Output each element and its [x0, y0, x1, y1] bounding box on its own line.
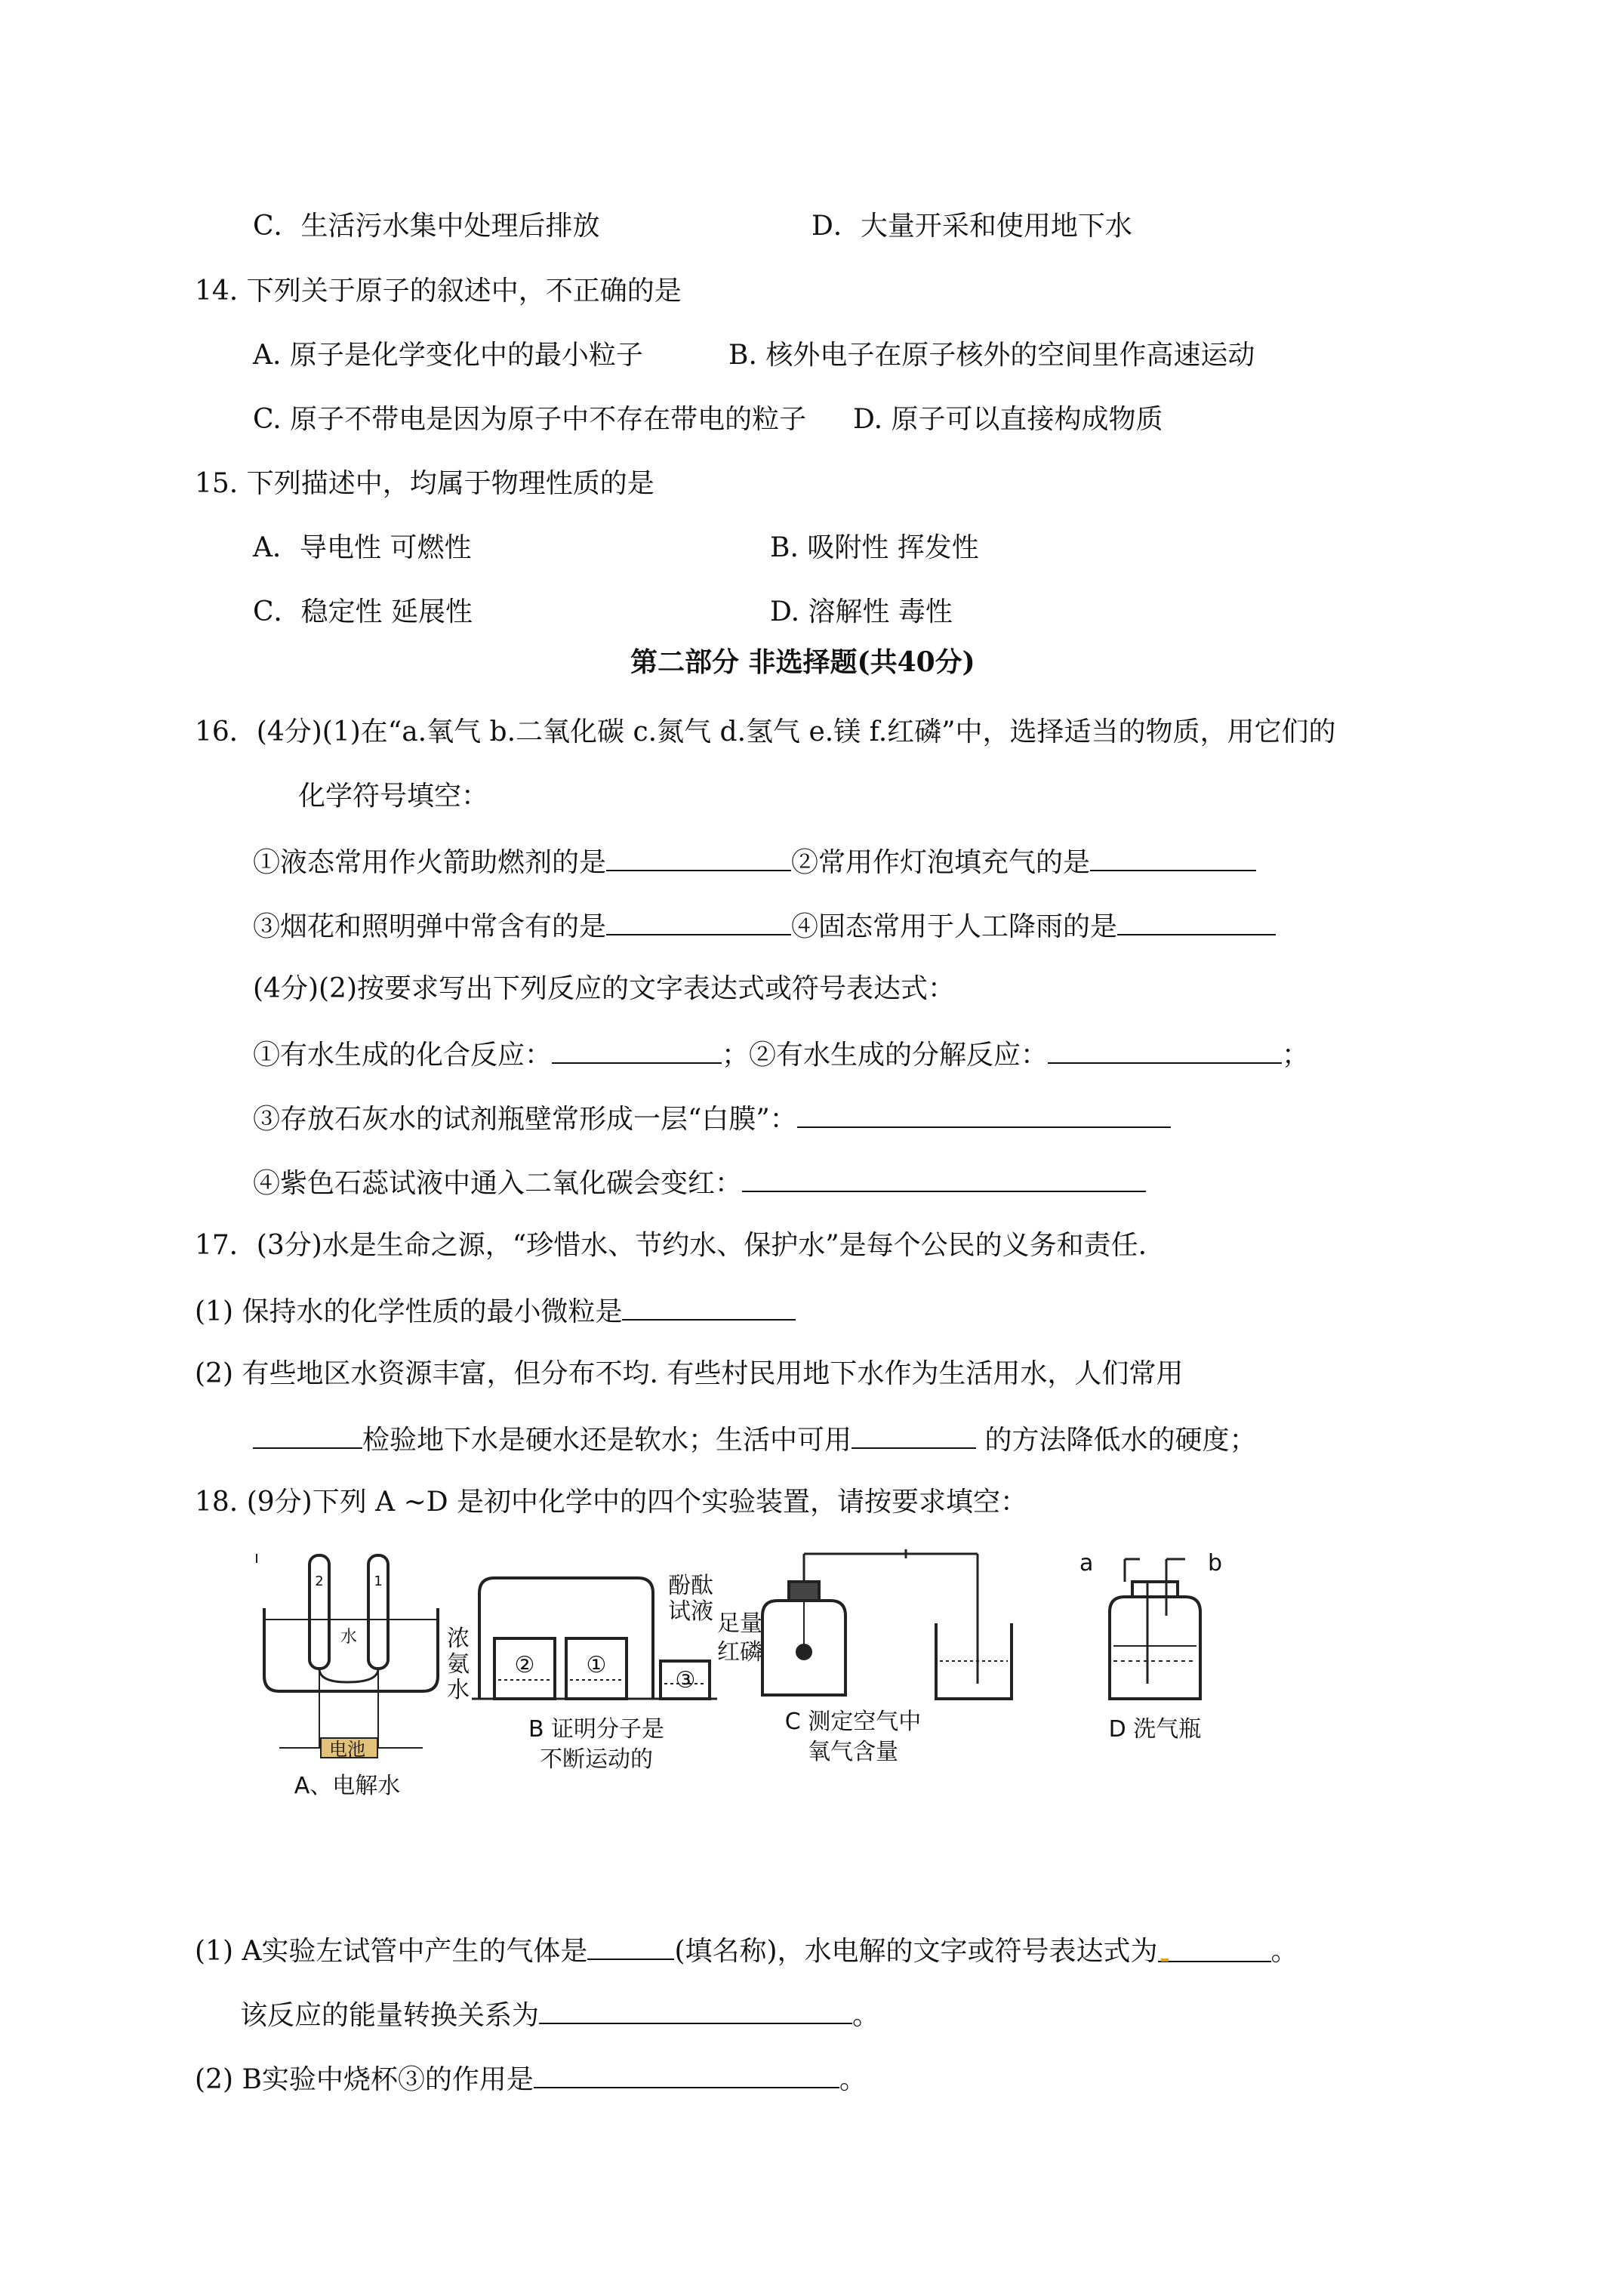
- a-battery-label: 电池: [329, 1739, 365, 1760]
- b-beaker-2: ②: [514, 1652, 535, 1678]
- a-caption: A、电解水: [294, 1773, 401, 1799]
- c-label-2: 红磷: [717, 1639, 762, 1666]
- answer-blank[interactable]: [797, 1101, 1171, 1128]
- answer-blank[interactable]: [552, 1037, 722, 1064]
- answer-blank[interactable]: [539, 1997, 852, 2024]
- q18-sub-1: (1) A实验左试管中产生的气体是 (填名称)，水电解的文字或符号表达式为 。: [195, 1933, 1298, 1968]
- q16-reaction-4: ④紫色石蕊试液中通入二氧化碳会变红：: [253, 1165, 1146, 1200]
- q13-option-c: C．生活污水集中处理后排放: [253, 211, 600, 242]
- q18-sub-2: (2) B实验中烧杯③的作用是 。: [195, 2061, 867, 2097]
- a-tube-label-1: 1: [374, 1573, 383, 1589]
- q15-option-c: C．稳定性 延展性: [253, 596, 473, 627]
- a-tube-label-2: 2: [315, 1573, 324, 1589]
- q14-option-d: D. 原子可以直接构成物质: [853, 404, 1163, 435]
- answer-blank[interactable]: [742, 1165, 1146, 1192]
- q13-option-d: D．大量开采和使用地下水: [812, 211, 1132, 242]
- q18-sub-1-cont: 该反应的能量转换关系为 。: [240, 1997, 879, 2032]
- q14-stem: 14. 下列关于原子的叙述中，不正确的是: [195, 276, 682, 307]
- b-ammonia-label-1: 浓: [447, 1626, 470, 1652]
- q16-stem-cont: 化学符号填空：: [298, 781, 489, 812]
- answer-blank[interactable]: [852, 1422, 976, 1449]
- b-caption-2: 不断运动的: [540, 1746, 653, 1773]
- b-ammonia-label-2: 氨: [447, 1651, 470, 1678]
- q16-reaction-3: ③存放石灰水的试剂瓶壁常形成一层“白膜”：: [253, 1101, 1171, 1136]
- c-label-1: 足量: [717, 1610, 762, 1637]
- experiment-diagram: [249, 1548, 1261, 1804]
- q16-reaction-1: ①有水生成的化合反应： ；②有水生成的分解反应： ；: [253, 1037, 1309, 1072]
- b-beaker-1: ①: [586, 1652, 607, 1678]
- answer-blank[interactable]: [1158, 1935, 1271, 1962]
- answer-blank[interactable]: [606, 844, 791, 871]
- d-outlet-b: b: [1208, 1550, 1223, 1576]
- answer-blank[interactable]: [1048, 1037, 1282, 1064]
- d-inlet-a: a: [1079, 1550, 1094, 1576]
- q16-part2: (4分)(2)按要求写出下列反应的文字表达式或符号表达式：: [253, 973, 955, 1004]
- stray-mark: [1161, 1959, 1169, 1962]
- q14-option-a: A. 原子是化学变化中的最小粒子: [253, 340, 643, 371]
- a-water-label: 水: [340, 1628, 358, 1647]
- q15-option-d: D. 溶解性 毒性: [770, 596, 953, 627]
- setup-a-electrolysis: [257, 1554, 438, 1758]
- q18-stem: 18. (9分)下列 A ~D 是初中化学中的四个实验装置，请按要求填空：: [195, 1487, 1028, 1518]
- answer-blank[interactable]: [1117, 908, 1276, 935]
- b-caption-1: B 证明分子是: [528, 1716, 665, 1743]
- answer-blank[interactable]: [1090, 844, 1256, 871]
- setup-c-oxygen-content: [762, 1549, 1012, 1699]
- q15-option-a: A．导电性 可燃性: [253, 532, 472, 563]
- setup-d-wash-bottle: [1110, 1559, 1200, 1699]
- b-reagent-label-2: 试液: [668, 1598, 713, 1625]
- q14-option-c: C. 原子不带电是因为原子中不存在带电的粒子: [253, 404, 807, 435]
- q15-stem: 15. 下列描述中，均属于物理性质的是: [195, 468, 654, 499]
- answer-blank[interactable]: [606, 908, 791, 935]
- answer-blank[interactable]: [253, 1422, 362, 1449]
- q16-item-1: ①液态常用作火箭助燃剂的是 ②常用作灯泡填充气的是: [253, 844, 1256, 880]
- q14-option-b: B. 核外电子在原子核外的空间里作高速运动: [728, 340, 1255, 371]
- q17-sub-1: (1) 保持水的化学性质的最小微粒是: [195, 1293, 796, 1329]
- c-caption-1: C 测定空气中: [784, 1709, 922, 1735]
- c-caption-2: 氧气含量: [808, 1739, 898, 1765]
- q16-item-3: ③烟花和照明弹中常含有的是 ④固态常用于人工降雨的是: [253, 908, 1276, 944]
- q17-stem: 17．(3分)水是生命之源，“珍惜水、节约水、保护水”是每个公民的义务和责任.: [195, 1230, 1147, 1261]
- part2-heading: 第二部分 非选择题(共40分): [630, 646, 975, 678]
- q16-stem: 16．(4分)(1)在“a.氧气 b.二氧化碳 c.氮气 d.氢气 e.镁 f.红磷”中，选择适当的物质，用它们的: [195, 717, 1336, 747]
- q17-sub-2: (2) 有些地区水资源丰富，但分布不均. 有些村民用地下水作为生活用水，人们常用: [195, 1358, 1184, 1389]
- b-reagent-label-1: 酚酞: [668, 1573, 713, 1599]
- answer-blank[interactable]: [587, 1933, 674, 1960]
- q17-sub-2-cont: 检验地下水是硬水还是软水；生活中可用 的方法降低水的硬度；: [253, 1422, 1256, 1457]
- answer-blank[interactable]: [622, 1293, 796, 1321]
- d-caption: D 洗气瓶: [1108, 1716, 1202, 1743]
- b-ammonia-label-3: 水: [447, 1677, 470, 1703]
- experiment-figure: [249, 1548, 1261, 1804]
- answer-blank[interactable]: [534, 2061, 839, 2088]
- q15-option-b: B. 吸附性 挥发性: [770, 532, 979, 563]
- b-beaker-3: ③: [675, 1667, 696, 1693]
